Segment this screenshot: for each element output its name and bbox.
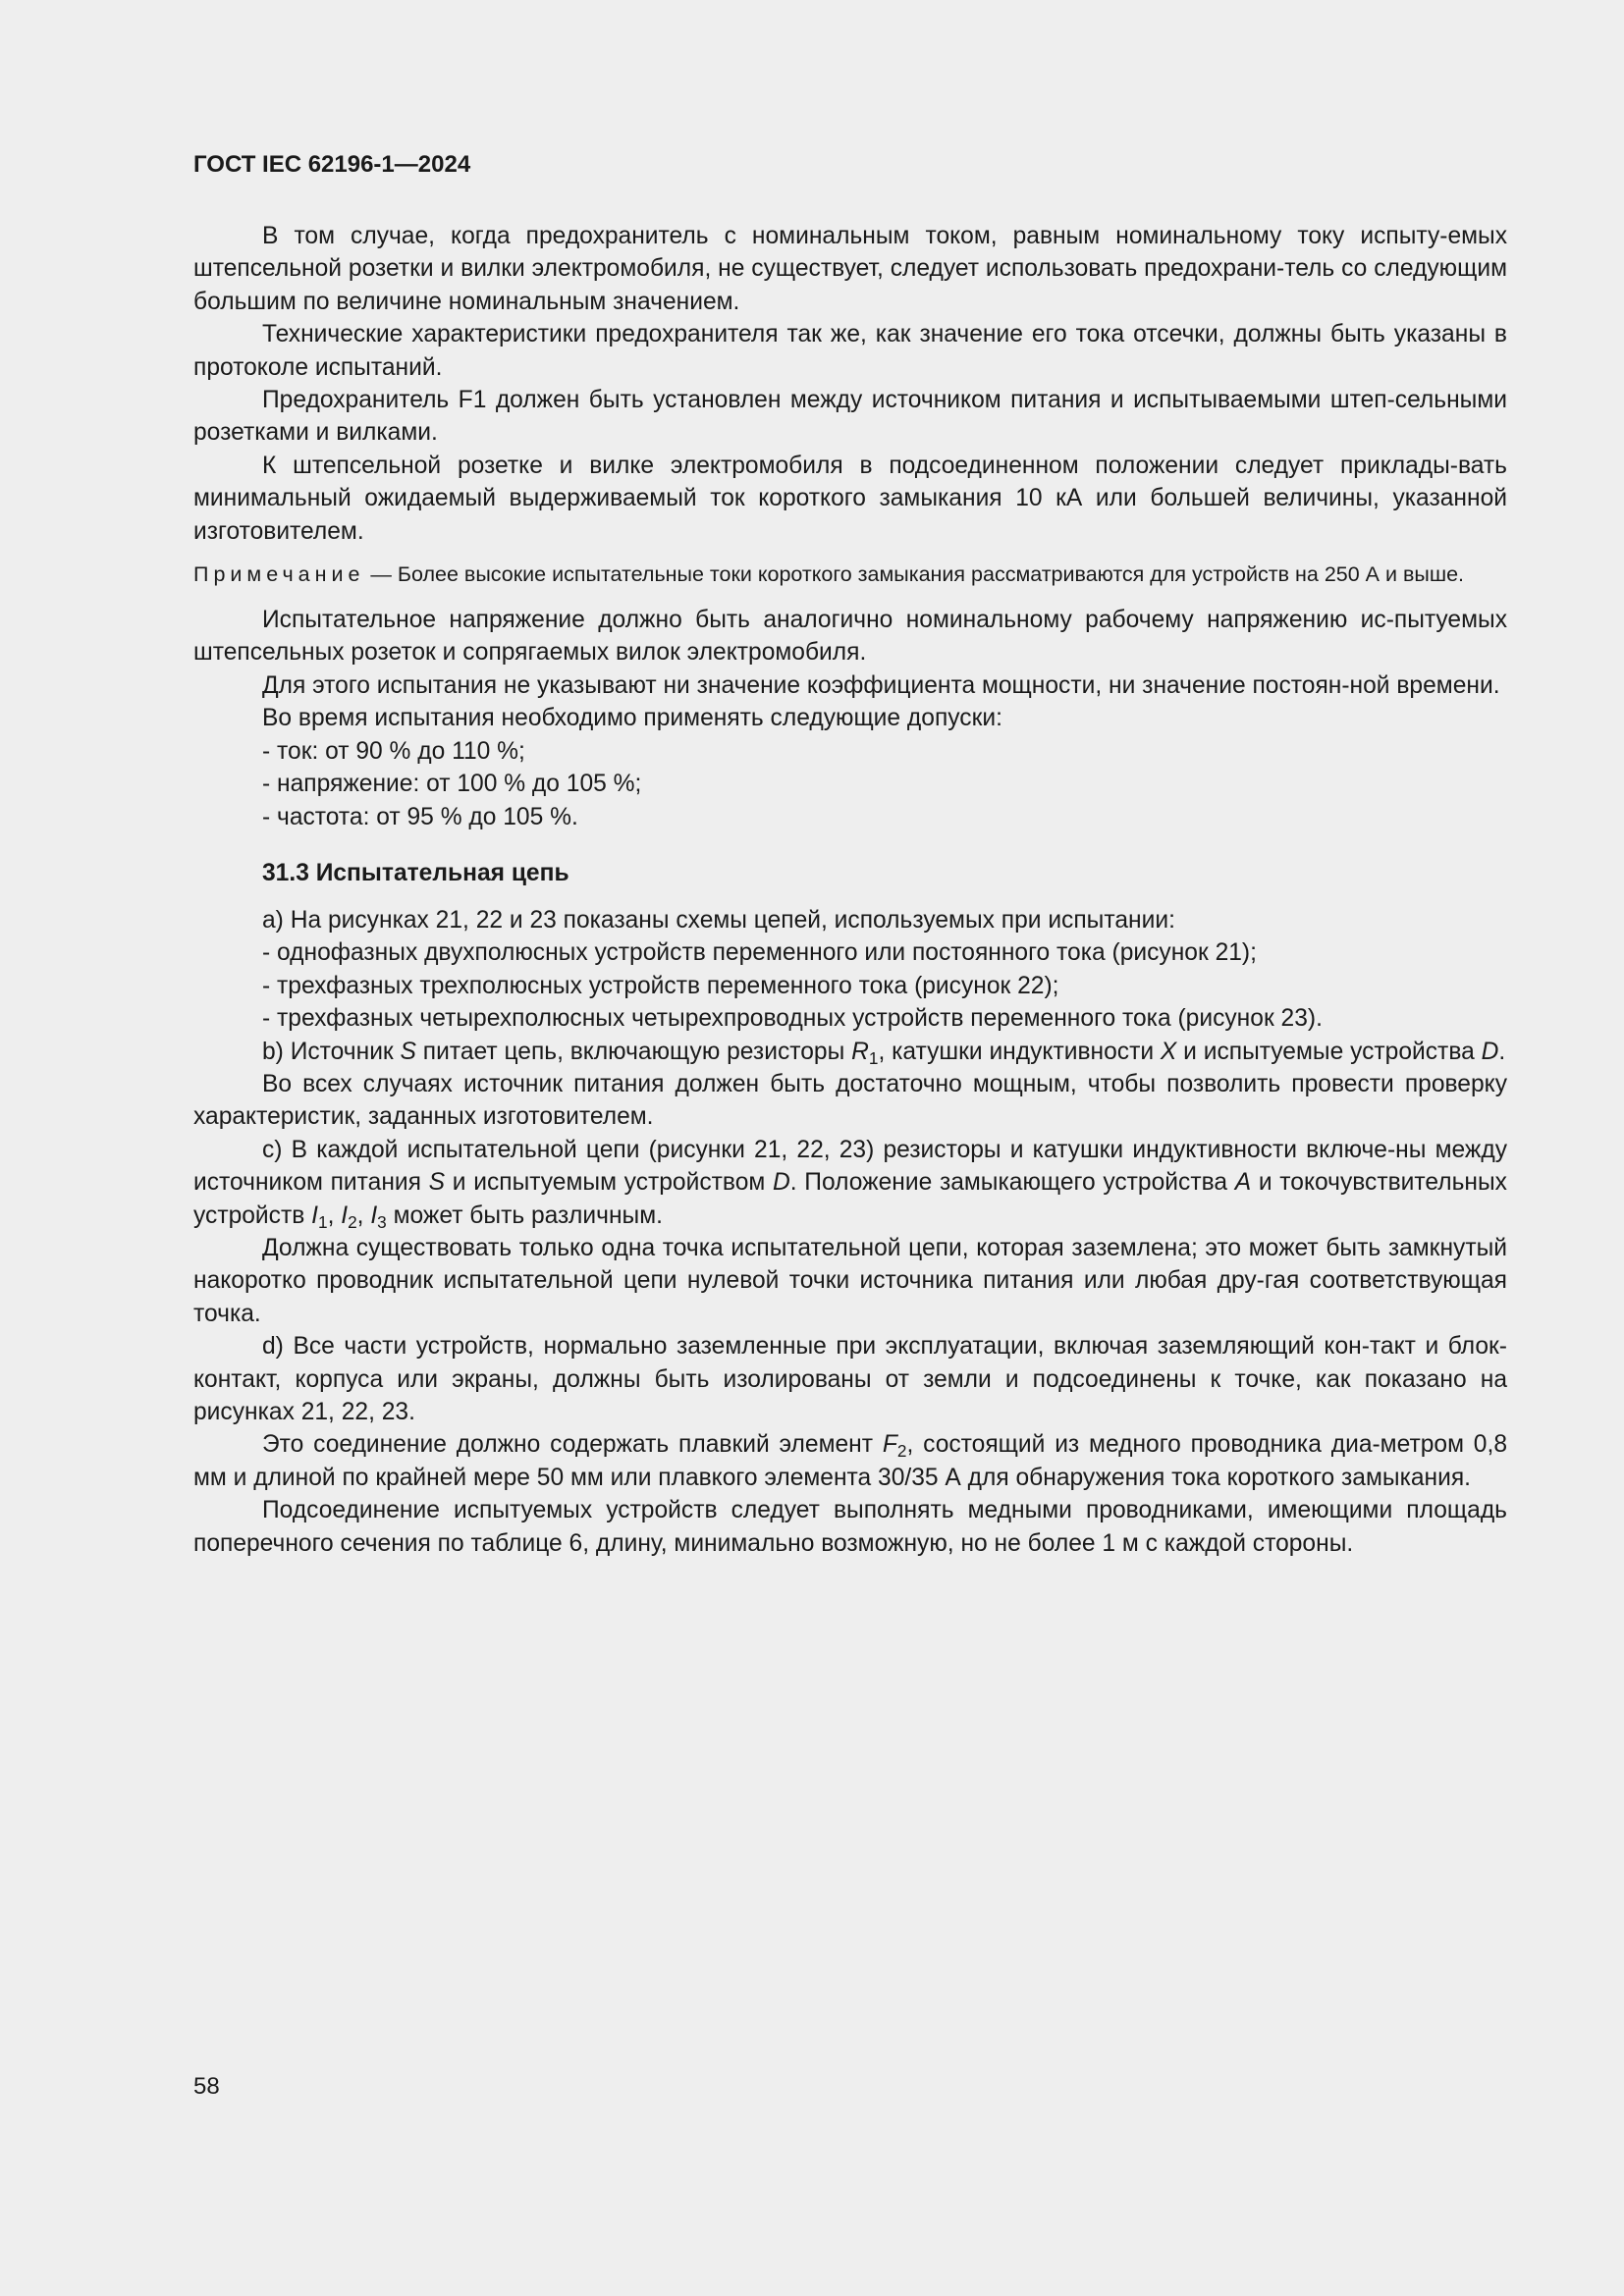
note-text: — Более высокие испытательные токи короткого замыкания рассматриваются для устройств на 250 А и выше. [364,562,1465,587]
document-body [193,220,1507,1560]
circuit-type-item: - однофазных двухполюсных устройств переменного или постоянного тока (рисунок 21); [262,939,1257,967]
paragraph: Предохранитель F1 должен быть установлен между источником питания и испытываемыми штеп-сельными розетками и вилками. [193,387,1507,447]
section-title: 31.3 Испытательная цепь [262,859,569,886]
note [193,560,1507,590]
paragraph: Для этого испытания не указывают ни значение коэффициента мощности, ни значение постоян-ной времени. [262,671,1500,699]
item-a: а) На рисунках 21, 22 и 23 показаны схемы цепей, используемых при испытании: [262,906,1175,934]
paragraph: Это соединение должно содержать плавкий элемент $F_2$, состоящий из медного проводника диа-метром 0,8 мм и длиной по крайней мере 50 мм или плавкого элемента 30/35 А для обнаружения тока короткого замыкания. [193,1431,1508,1491]
circuit-type-item: - трехфазных трехполюсных устройств переменного тока (рисунок 22); [262,972,1059,999]
paragraph: Во время испытания необходимо применять следующие допуски: [262,705,1002,732]
circuit-type-item: - трехфазных четырехполюсных четырехпроводных устройств переменного тока (рисунок 23). [262,1005,1323,1033]
paragraph: Испытательное напряжение должно быть аналогично номинальному рабочему напряжению ис-пытуемых штепсельных розеток и сопрягаемых вилок электромобиля. [193,607,1507,667]
item-d: d) Все части устройств, нормально заземленные при эксплуатации, включая заземляющий кон-такт и блок-контакт, корпуса или экраны, должны быть изолированы от земли и подсоединены к точке, как показано на рисунках 21, 22, 23. [193,1333,1507,1425]
item-b: b) Источник S питает цепь, включающую резисторы $R_1$, катушки индуктивности X и испытуемые устройства D. [262,1038,1506,1068]
note-label: Примечание [193,562,365,587]
paragraph: Должна существовать только одна точка испытательной цепи, которая заземлена; это может быть замкнутый накоротко проводник испытательной цепи нулевой точки источника питания или любая дру-гая соответствующая точка. [193,1234,1507,1327]
paragraph: Технические характеристики предохранителя так же, как значение его тока отсечки, должны быть указаны в протоколе испытаний. [193,321,1507,381]
tolerance-item: - напряжение: от 100 % до 105 %; [262,771,642,798]
item-c: c) В каждой испытательной цепи (рисунки 21, 22, 23) резисторы и катушки индуктивности включе-ны между источником питания S и испытуемым устройством D. Положение замыкающего устройства A и токочувствительных устройств $I_1$, $I_2$, $I_3$ может быть различным. [193,1136,1507,1232]
paragraph: Подсоединение испытуемых устройств следует выполнять медными проводниками, имеющими площадь поперечного сечения по таблице 6, длину, минимально возможную, но не более 1 м с каждой стороны. [193,1497,1507,1557]
tolerance-item: - частота: от 95 % до 105 %. [262,803,578,830]
page-number: 58 [193,2073,220,2100]
document-header: ГОСТ IEC 62196-1—2024 [193,151,471,178]
paragraph: Во всех случаях источник питания должен быть достаточно мощным, чтобы позволить провести проверку характеристик, заданных изготовителем. [193,1070,1507,1131]
paragraph: К штепсельной розетке и вилке электромобиля в подсоединенном положении следует приклады-вать минимальный ожидаемый выдерживаемый ток короткого замыкания 10 кА или большей величины, указанной изготовителем. [193,452,1507,545]
tolerance-item: - ток: от 90 % до 110 %; [262,737,525,765]
paragraph: В том случае, когда предохранитель с номинальным током, равным номинальному току испыту-емых штепсельной розетки и вилки электромобиля, не существует, следует использовать предохрани-тель со следующим большим по величине номинальным значением. [193,223,1507,315]
